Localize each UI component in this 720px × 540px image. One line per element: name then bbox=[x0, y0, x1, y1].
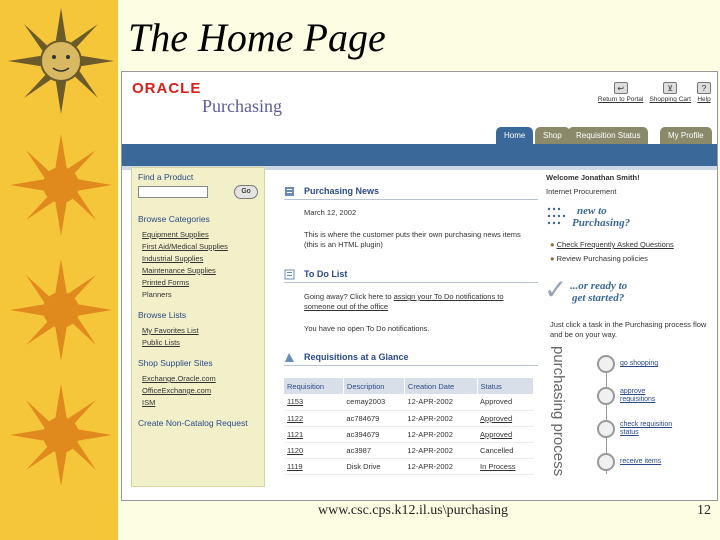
list-link[interactable]: My Favorites List bbox=[142, 326, 199, 335]
todo-body-text: Going away? Click here to bbox=[304, 292, 394, 301]
description-cell: Disk Drive bbox=[343, 458, 404, 474]
faq-bullet bbox=[550, 240, 674, 249]
oracle-logo: ORACLE bbox=[132, 80, 202, 97]
status-link[interactable]: Approved bbox=[477, 426, 533, 442]
search-input[interactable] bbox=[138, 186, 208, 198]
status-cell: Approved bbox=[477, 394, 533, 410]
todo-count: You have no open To Do notifications. bbox=[304, 324, 430, 333]
cart-icon: ⊻ bbox=[663, 82, 677, 94]
dotted-arrow-icon bbox=[546, 204, 572, 230]
status-link[interactable]: In Process bbox=[477, 458, 533, 474]
receive-items-step[interactable] bbox=[597, 453, 661, 471]
requisition-link[interactable]: 1119 bbox=[284, 458, 343, 474]
category-link[interactable]: Equipment Supplies bbox=[142, 230, 209, 239]
requisition-link[interactable]: 1121 bbox=[284, 426, 343, 442]
tab-home[interactable]: Home bbox=[496, 127, 533, 144]
policies-bullet bbox=[550, 254, 648, 263]
supplier-site-link[interactable]: Exchange.Oracle.com bbox=[142, 374, 216, 383]
table-row bbox=[284, 410, 534, 426]
news-body: This is where the customer puts their own purchasing news items (this is an HTML plugin) bbox=[304, 230, 521, 249]
return-icon: ↩ bbox=[614, 82, 628, 94]
bullet-icon: ● bbox=[550, 240, 557, 249]
step-label: approve requisitions bbox=[620, 388, 656, 403]
footer-url: www.csc.cps.k12.il.us\purchasing bbox=[318, 503, 509, 518]
step-circle-icon bbox=[597, 387, 615, 405]
supplier-site-link[interactable]: OfficeExchange.com bbox=[142, 386, 212, 395]
app-screenshot bbox=[121, 71, 718, 501]
requisitions-heading: Requisitions at a Glance bbox=[304, 352, 409, 362]
column-header[interactable]: Creation Date bbox=[404, 378, 477, 394]
step-circle-icon bbox=[597, 355, 615, 373]
policies-link[interactable]: Review Purchasing policies bbox=[556, 254, 648, 263]
shop-supplier-sites-heading: Shop Supplier Sites bbox=[138, 358, 213, 368]
approve-requisitions-step[interactable] bbox=[597, 387, 672, 405]
purchasing-process-label bbox=[546, 344, 572, 500]
requisition-link[interactable]: 1153 bbox=[284, 394, 343, 410]
tab-my-profile[interactable]: My Profile bbox=[660, 127, 712, 144]
date-cell: 12-APR-2002 bbox=[404, 410, 477, 426]
instructions-text: Just click a task in the Purchasing process flow and be on your way. bbox=[550, 320, 707, 339]
supplier-site-link[interactable]: ISM bbox=[142, 398, 156, 407]
purchasing-question: Purchasing? bbox=[572, 217, 631, 229]
tab-requisition-status[interactable]: Requisition Status bbox=[568, 127, 648, 144]
to-do-list-heading: To Do List bbox=[304, 269, 348, 279]
new-to-text: new to bbox=[577, 205, 607, 217]
sun-icon bbox=[6, 255, 116, 365]
check-status-step[interactable] bbox=[597, 420, 680, 438]
news-icon bbox=[284, 186, 295, 197]
global-links bbox=[598, 82, 711, 103]
create-non-catalog-request-link[interactable]: Create Non-Catalog Request bbox=[138, 418, 248, 428]
description-cell: ac3987 bbox=[343, 442, 404, 458]
purchasing-news-heading: Purchasing News bbox=[304, 186, 380, 196]
table-row bbox=[284, 458, 534, 474]
app-header bbox=[122, 72, 718, 122]
sun-face-icon bbox=[6, 6, 116, 116]
status-cell: Cancelled bbox=[477, 442, 533, 458]
column-header[interactable]: Description bbox=[343, 378, 404, 394]
sun-icon bbox=[6, 130, 116, 240]
bullet-icon: ● bbox=[550, 254, 557, 263]
table-row bbox=[284, 426, 534, 442]
news-date: March 12, 2002 bbox=[304, 208, 357, 217]
description-cell: ac394679 bbox=[343, 426, 404, 442]
date-cell: 12-APR-2002 bbox=[404, 394, 477, 410]
column-header[interactable]: Status bbox=[477, 378, 533, 394]
divider bbox=[284, 199, 538, 200]
return-to-portal-link[interactable]: ↩ Return to Portal bbox=[597, 83, 644, 103]
go-shopping-step[interactable] bbox=[597, 355, 658, 373]
ready-text: ...or ready to bbox=[570, 280, 628, 292]
category-link[interactable]: Maintenance Supplies bbox=[142, 266, 216, 275]
go-button[interactable]: Go bbox=[234, 185, 258, 199]
step-label: go shopping bbox=[620, 360, 659, 367]
get-started-text: get started? bbox=[572, 292, 625, 304]
description-cell: ac784679 bbox=[343, 410, 404, 426]
requisition-link[interactable]: 1120 bbox=[284, 442, 343, 458]
nav-bar bbox=[122, 144, 718, 166]
welcome-text: Welcome Jonathan Smith! bbox=[546, 173, 640, 182]
requisitions-table bbox=[284, 378, 534, 475]
step-circle-icon bbox=[597, 453, 615, 471]
step-label: receive items bbox=[620, 458, 662, 465]
table-row bbox=[284, 442, 534, 458]
shopping-cart-link[interactable]: ⊻ Shopping Cart bbox=[649, 83, 691, 103]
find-product-heading: Find a Product bbox=[138, 172, 194, 182]
product-name: Purchasing bbox=[202, 96, 282, 116]
checklist-icon bbox=[284, 269, 295, 280]
step-label: check requisition status bbox=[620, 421, 673, 436]
table-row bbox=[284, 394, 534, 410]
slide-sidebar bbox=[0, 0, 118, 540]
browse-lists-heading: Browse Lists bbox=[138, 310, 187, 320]
date-cell: 12-APR-2002 bbox=[404, 458, 477, 474]
divider bbox=[284, 365, 538, 366]
description-cell: cemay2003 bbox=[343, 394, 404, 410]
requisition-icon bbox=[284, 352, 295, 363]
tab-shop[interactable]: Shop bbox=[535, 127, 570, 144]
date-cell: 12-APR-2002 bbox=[404, 426, 477, 442]
sun-icon bbox=[6, 380, 116, 490]
list-link[interactable]: Public Lists bbox=[142, 338, 180, 347]
browse-categories-heading: Browse Categories bbox=[138, 214, 210, 224]
left-nav bbox=[131, 167, 265, 487]
todo-body bbox=[304, 292, 534, 312]
category-link[interactable]: Industrial Supplies bbox=[142, 254, 204, 263]
slide-title: The Home Page bbox=[128, 15, 386, 60]
tab-bar bbox=[122, 124, 718, 144]
checkmark-icon: ✓ bbox=[544, 273, 568, 306]
help-link[interactable]: ? Help bbox=[697, 83, 711, 103]
category-link[interactable]: Planners bbox=[142, 290, 172, 299]
faq-link[interactable]: Check Frequently Asked Questions bbox=[556, 240, 674, 249]
column-header[interactable]: Requisition bbox=[284, 378, 343, 394]
table-header-row bbox=[284, 378, 534, 394]
status-link[interactable]: Approved bbox=[477, 410, 533, 426]
subtitle-text: Internet Procurement bbox=[546, 187, 617, 196]
category-link[interactable]: Printed Forms bbox=[142, 278, 190, 287]
divider bbox=[284, 282, 538, 283]
date-cell: 12-APR-2002 bbox=[404, 442, 477, 458]
requisition-link[interactable]: 1122 bbox=[284, 410, 343, 426]
assign-notifications-link[interactable]: assign your To Do notifications to someone out of the office bbox=[304, 292, 504, 311]
step-circle-icon bbox=[597, 420, 615, 438]
category-link[interactable]: First Aid/Medical Supplies bbox=[142, 242, 228, 251]
process-label-text: purchasing process bbox=[550, 346, 567, 477]
page-number: 12 bbox=[697, 503, 711, 518]
help-icon: ? bbox=[697, 82, 711, 94]
